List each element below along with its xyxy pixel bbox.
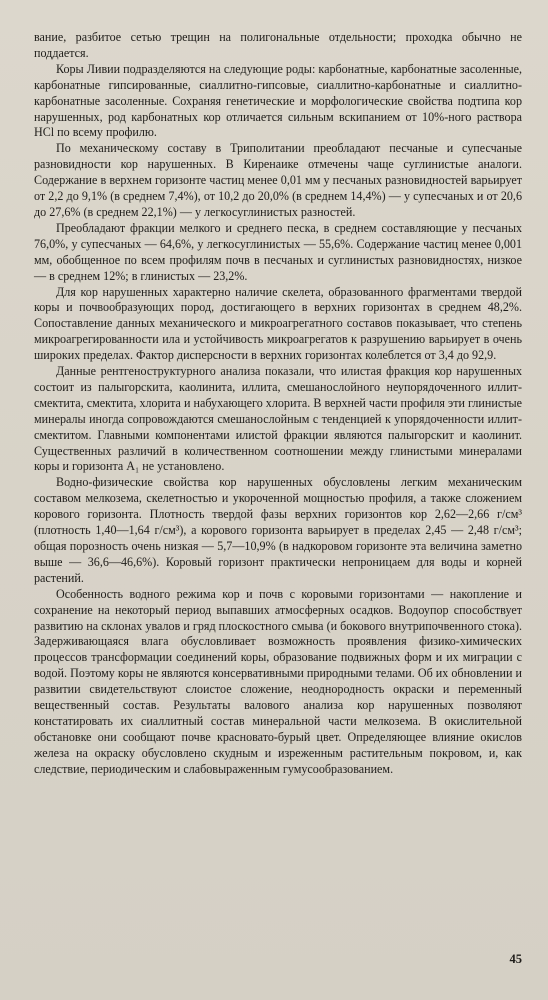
paragraph-mechanical-composition: По механическому составу в Триполитании преобладают песчаные и супесчаные разновидности кор нарушенных. В Киренаике отмечены чаще суглинистые аналоги. Содержание в верхнем горизонте частиц менее 0,01 мм у песчаных разновидностей варьирует от 2,2 до 9,1% (в среднем 7,4%), от 10,2 до 20,0% (в среднем 14,4%) — у супесчаных и от 20,6 до 27,6% (в среднем 22,1%) — у легкосуглинистых разностей. (34, 141, 522, 219)
paragraph-continuation: вание, разбитое сетью трещин на полигональные отдельности; проходка обычно не поддается. (34, 30, 522, 60)
paragraph-water-physical: Водно-физические свойства кор нарушенных обусловлены легким механическим составом мелкозема, скелетностью и укороченной мощностью профиля, а также сложением корового горизонта. Плотность твердой фазы верхних горизонтов кор 2,62—2,66 г/см³ (плотность 1,40—1,64 г/см³), а корового горизонта варьирует в пределах 2,45 — 2,48 г/см³; общая порозность очень низкая — 5,7—10,9% (в надкоровом горизонте эта величина заметно выше — 36,6—46,6%). Коровый горизонт практически непроницаем для воды и корней растений. (34, 475, 522, 585)
page-body (34, 30, 522, 778)
paragraph-xray-analysis: Данные рентгеноструктурного анализа показали, что илистая фракция кор нарушенных состоит из палыгорскита, каолинита, иллита, смешанослойного неупорядоченного иллит-смектита, смектита, хлорита и набухающего хлорита. В верхней части профиля эти глинистые минералы иногда сопровождаются смешанослойным с тенденцией к упорядоченности иллит-смектитом. Главными компонентами илистой фракции являются палыгорскит и каолинит. Существенных различий в количественном соотношении между глинистыми минералами коры и горизонта A₁ не установлено. (34, 364, 522, 474)
paragraph-water-regime: Особенность водного режима кор и почв с коровыми горизонтами — накопление и сохранение на некоторый период выпавших атмосферных осадков. Водоупор способствует развитию на склонах увалов и гряд плоскостного смыва (и бокового внутрипочвенного стока). Задерживающаяся влага обусловливает возможность проявления физико-химических процессов трансформации соединений коры, образование подвижных форм и их миграции с водой. Поэтому коры не являются консервативными природными телами. Об их обновлении и развитии свидетельствуют слоистое сложение, неоднородность окраски и переменный вещественный состав. Результаты валового анализа кор нарушенных позволяют констатировать их сиаллитный состав минеральной части мелкозема. В окислительной обстановке они сообщают почве красновато-бурый цвет. Определяющее влияние окислов железа на окраску обусловлено скудным и изреженным растительным покровом, и, как следствие, периодическим и слабовыраженным гумусообразованием. (34, 586, 522, 776)
paragraph-skeleton: Для кор нарушенных характерно наличие скелета, образованного фрагментами твердой коры и почвообразующих пород, достигающего в верхних горизонтах в среднем 48,2%. Сопоставление данных механического и микроагрегатного составов показывает, что степень микроагрегированности ила и устойчивость микроагрегатов к разрушению варьирует в очень широких пределах. Фактор дисперсности в верхних горизонтах колеблется от 3,4 до 92,9. (34, 284, 522, 363)
paragraph-sand-fractions: Преобладают фракции мелкого и среднего песка, в среднем составляющие у песчаных 76,0%, у супесчаных — 64,6%, у легкосуглинистых — 55,6%. Содержание частиц менее 0,001 мм, обобщенное по всем профилям почв в песчаных и суглинистых разновидностях, низкое — в среднем 12%; в глинистых — 23,2%. (34, 220, 522, 283)
page-number: 45 (509, 952, 522, 966)
paragraph-soil-genera: Коры Ливии подразделяются на следующие роды: карбонатные, карбонатные засоленные, карбонатные гипсированные, сиаллитно-гипсовые, сиаллитно-карбонатные и сиаллитно-карбонатные засоленные. Сохраняя генетические и морфологические свойства подтипа кор нарушенных, род карбонатных кор отличается сильным вскипанием от 10%-ного раствора HCl по всему профилю. (34, 61, 522, 140)
